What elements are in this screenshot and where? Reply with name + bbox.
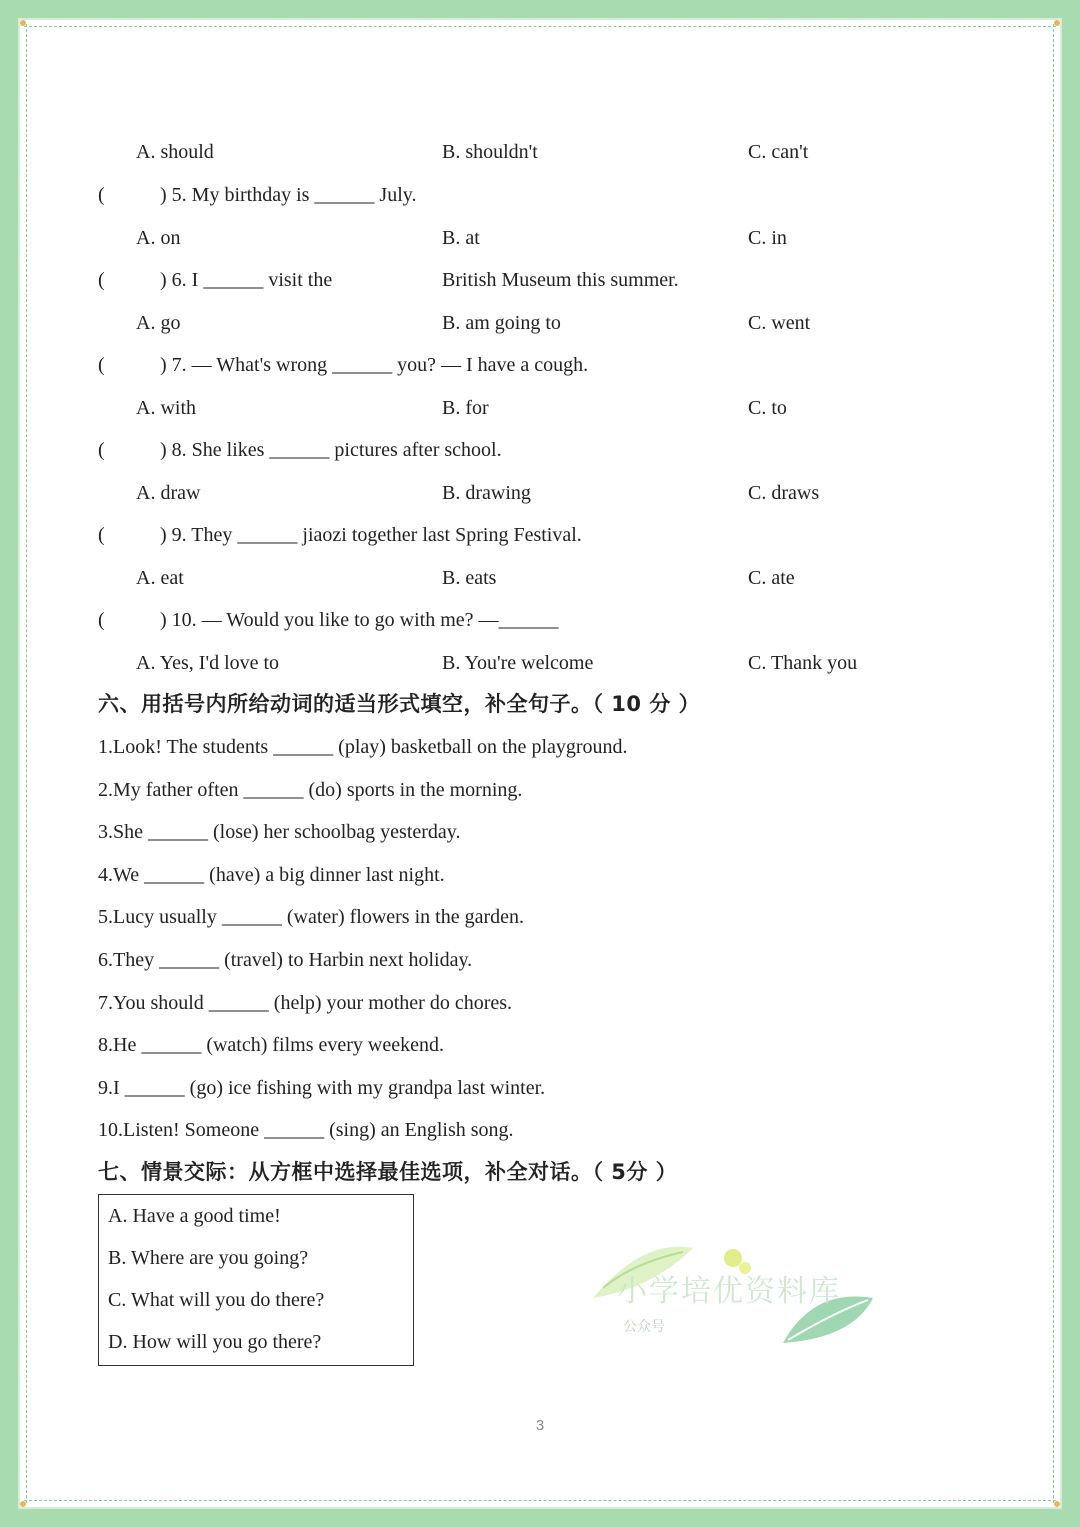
options-row <box>98 391 1018 425</box>
question-text: ) 10. — Would you like to go with me? —______ <box>160 609 559 631</box>
option-c: C. to <box>748 397 787 419</box>
option-a: A. eat <box>136 567 184 589</box>
watermark-sub: 公众号 <box>623 1319 665 1335</box>
option-c: C. in <box>748 227 787 249</box>
option-b: B. for <box>442 397 489 419</box>
fill-in-item: 8.He ______ (watch) films every weekend. <box>98 1034 444 1057</box>
watermark-text: 小学培优资料库 <box>617 1274 841 1309</box>
border-dash-top <box>24 26 1056 27</box>
fill-in-item: 9.I ______ (go) ice fishing with my grandpa last winter. <box>98 1076 546 1099</box>
question-row <box>98 518 1018 552</box>
options-box <box>98 1194 414 1366</box>
answer-paren[interactable]: ( <box>98 439 105 461</box>
question-row <box>98 178 1018 212</box>
options-row <box>98 221 1018 255</box>
answer-paren[interactable]: ( <box>98 269 105 291</box>
question-row <box>98 348 1018 382</box>
fill-in-item: 2.My father often ______ (do) sports in the morning. <box>98 778 523 801</box>
fill-in-item: 1.Look! The students ______ (play) basketball on the playground. <box>98 736 628 758</box>
answer-paren[interactable]: ( <box>98 609 105 631</box>
option-b: B. am going to <box>442 312 561 334</box>
question-text: ) 6. I ______ visit the <box>160 269 333 291</box>
box-option: B. Where are you going? <box>108 1247 309 1269</box>
page-number: 3 <box>535 1417 545 1434</box>
question-text: ) 7. — What's wrong ______ you? — I have a cough. <box>160 354 589 376</box>
corner-dot <box>20 1501 26 1507</box>
option-a: A. with <box>136 397 196 419</box>
option-b: B. drawing <box>442 482 531 504</box>
section-seven-heading: 七、情景交际：从方框中选择最佳选项，补全对话。（ 5分 ） <box>98 1160 678 1184</box>
option-a: A. draw <box>136 482 201 504</box>
watermark-logo <box>583 1228 903 1348</box>
box-option: A. Have a good time! <box>108 1205 281 1227</box>
answer-paren[interactable]: ( <box>98 354 105 376</box>
option-a: A. go <box>136 312 181 334</box>
option-c: C. went <box>748 312 811 334</box>
fill-in-item: 6.They ______ (travel) to Harbin next holiday. <box>98 949 473 971</box>
option-b: B. shouldn't <box>442 141 538 163</box>
fill-in-item: 5.Lucy usually ______ (water) flowers in the garden. <box>98 906 524 929</box>
option-c: C. can't <box>748 141 809 163</box>
option-c: C. Thank you <box>748 652 858 674</box>
option-c: C. ate <box>748 567 795 589</box>
option-c: C. draws <box>748 482 820 504</box>
options-row <box>98 306 1018 340</box>
border-dash-right <box>1053 24 1054 1503</box>
option-a: A. Yes, I'd love to <box>136 652 280 674</box>
option-b: B. You're welcome <box>442 652 594 674</box>
options-row <box>98 561 1018 595</box>
fill-in-item: 3.She ______ (lose) her schoolbag yesterday. <box>98 821 461 844</box>
border-dash-bottom <box>24 1500 1056 1501</box>
question-row <box>98 433 1018 467</box>
question-row <box>98 263 1018 297</box>
option-a: A. should <box>136 141 214 163</box>
options-row-q4 <box>98 135 1018 169</box>
question-text-cont: British Museum this summer. <box>442 269 679 291</box>
corner-dot <box>20 20 26 26</box>
option-b: B. eats <box>442 567 497 589</box>
box-option: D. How will you go there? <box>108 1331 322 1353</box>
answer-paren[interactable]: ( <box>98 184 105 206</box>
option-b: B. at <box>442 227 480 249</box>
option-a: A. on <box>136 227 181 249</box>
border-dash-left <box>26 24 27 1503</box>
fill-in-item: 4.We ______ (have) a big dinner last night. <box>98 863 445 886</box>
fill-in-item: 10.Listen! Someone ______ (sing) an English song. <box>98 1119 514 1142</box>
options-row <box>98 476 1018 510</box>
corner-dot <box>1054 20 1060 26</box>
answer-paren[interactable]: ( <box>98 524 105 546</box>
box-option: C. What will you do there? <box>108 1289 325 1311</box>
question-text: ) 9. They ______ jiaozi together last Spring Festival. <box>160 524 582 546</box>
question-row <box>98 603 1018 637</box>
corner-dot <box>1054 1501 1060 1507</box>
question-text: ) 8. She likes ______ pictures after school. <box>160 439 502 461</box>
section-six-heading: 六、用括号内所给动词的适当形式填空，补全句子。（ 10 分 ） <box>98 692 701 716</box>
document-page <box>18 18 1062 1509</box>
fill-in-item: 7.You should ______ (help) your mother do chores. <box>98 991 513 1014</box>
options-row <box>98 646 1018 680</box>
question-text: ) 5. My birthday is ______ July. <box>160 184 417 206</box>
